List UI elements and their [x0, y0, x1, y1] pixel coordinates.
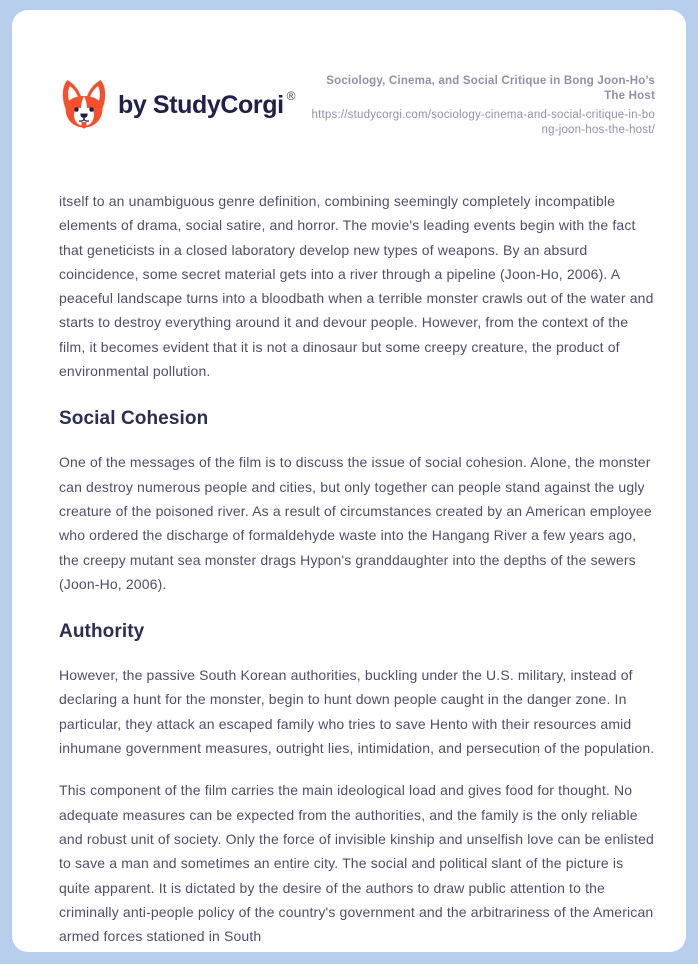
- brand-name: by StudyCorgi: [118, 90, 284, 119]
- document-header: [59, 64, 655, 138]
- document-url-link[interactable]: https://studycorgi.com/sociology-cinema-and-social-critique-in-bong-joon-hos-the-host/: [311, 109, 655, 136]
- intro-paragraph: itself to an unambiguous genre definition, combining seemingly completely incompatible elements of drama, social satire, and horror. The movie's leading events begin with the fact that geneticists in a closed laboratory develop new types of weapons. By an absurd coincidence, some secret material gets into a river through a pipeline (Joon-Ho, 2006). A peaceful landscape turns into a bloodbath when a terrible monster crawls out of the water and starts to destroy everything around it and devour people. However, from the context of the film, it becomes evident that it is not a dinosaur but some creepy creature, the product of environmental pollution.: [59, 193, 654, 380]
- paragraph: This component of the film carries the main ideological load and gives food for thought. No adequate measures can be expected from the authorities, and the family is the only reliable and robust unit of society. Only the force of invisible kinship and unselfish love can be enlisted to save a man and sometimes an entire city. The social and political slant of the picture is quite apparent. It is dictated by the desire of the authors to draw public attention to the criminally anti-people policy of the country's government and the arbitrariness of the American armed forces stationed in South: [59, 782, 654, 945]
- brand: [59, 76, 295, 134]
- paragraph: One of the messages of the film is to discuss the issue of social cohesion. Alone, the monster can destroy numerous people and cities, but only together can people stand against the ugly creature of the poisoned river. As a result of circumstances created by an American employee who ordered the discharge of formaldehyde waste into the Hangang River a few years ago, the creepy mutant sea monster drags Hypon's granddaughter into the depths of the sewers (Joon-Ho, 2006).: [59, 454, 652, 592]
- document-page: [12, 10, 686, 952]
- document-body: [59, 189, 655, 948]
- studycorgi-corgi-logo-icon: [59, 76, 109, 134]
- paragraph: However, the passive South Korean authorities, buckling under the U.S. military, instead of declaring a hunt for the monster, begin to hunt down people caught in the danger zone. In particular, they attack an escaped family who tries to save Hento with their resources amid inhumane government measures, outright lies, intimidation, and persecution of the population.: [59, 667, 655, 757]
- section-heading-authority: Authority: [59, 621, 145, 643]
- document-meta: [307, 74, 655, 138]
- document-title: Sociology, Cinema, and Social Critique in Bong Joon-Ho’s The Host: [326, 75, 655, 102]
- registered-trademark: ®: [286, 89, 296, 103]
- section-heading-social-cohesion: Social Cohesion: [59, 408, 209, 430]
